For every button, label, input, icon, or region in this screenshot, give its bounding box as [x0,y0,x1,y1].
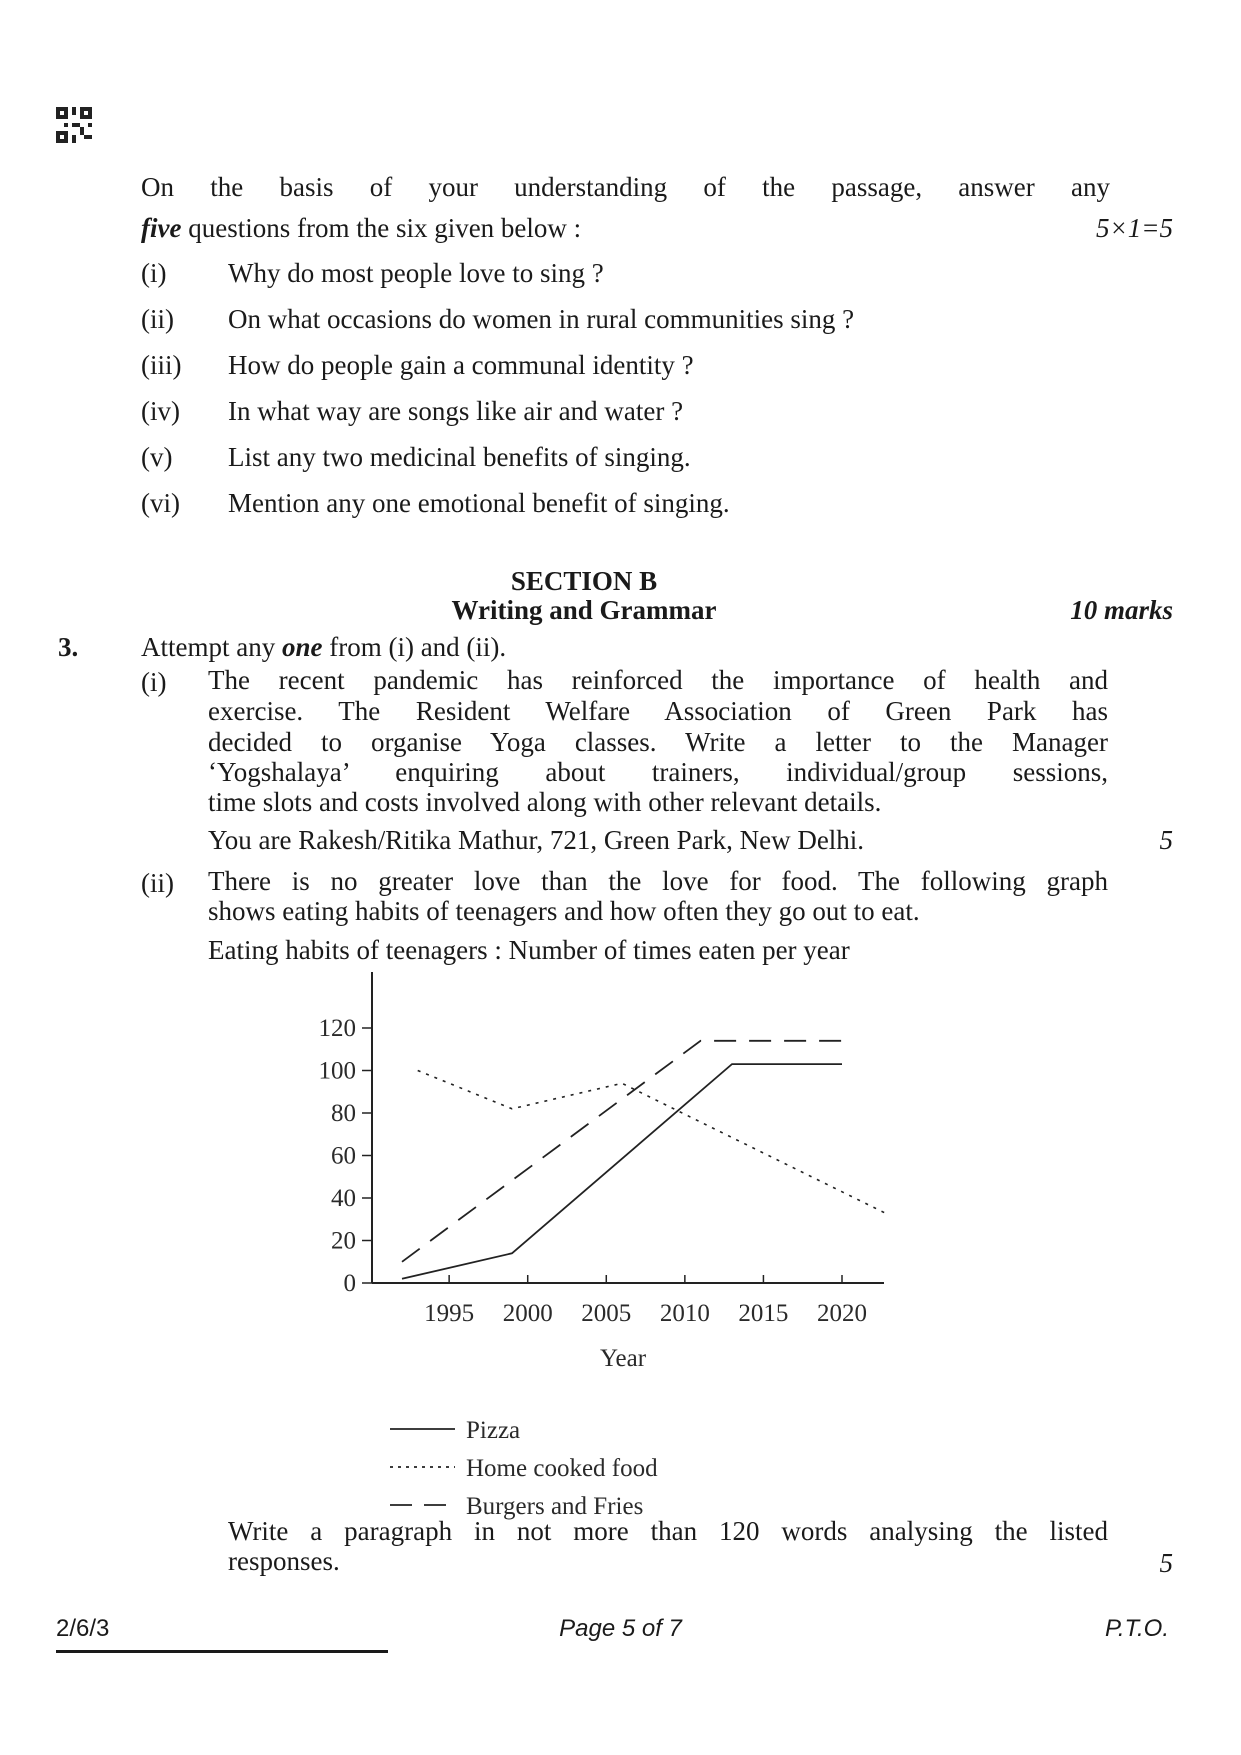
instruction-line-1: Write a paragraph in not more than 120 words analysing the listed [228,1516,1108,1546]
section-marks: 10 marks [1070,595,1173,625]
paper-code-underline [56,1650,388,1653]
question-number: (i) [141,258,167,288]
x-tick-label: 2015 [738,1300,789,1327]
option-1-number: (i) [141,667,167,697]
option-1-line-4: ‘Yogshalaya’ enquiring about trainers, individual/group sessions, [208,757,1108,787]
pto-label: P.T.O. [1104,1615,1169,1642]
prompt-emphasis: one [281,632,323,662]
question-number: (ii) [141,304,174,334]
legend-label: Home cooked food [466,1455,658,1482]
instruction-line-2: responses. [228,1546,340,1576]
x-tick-label: 2005 [581,1300,632,1327]
intro-emphasis: five [141,213,182,243]
intro-line-1: On the basis of your understanding of the passage, answer any [141,172,1110,202]
legend-label: Pizza [466,1417,521,1444]
chart-caption: Eating habits of teenagers : Number of times eaten per year [208,935,850,965]
paper-code: 2/6/3 [56,1615,110,1642]
question-3-number: 3. [58,632,79,662]
question-text: In what way are songs like air and water ? [228,396,684,426]
option-1-marks: 5 [1159,825,1173,855]
series-line-pizza [402,1064,842,1279]
y-tick-label: 20 [331,1227,356,1255]
prompt-pre: Attempt any [141,632,282,662]
y-tick-label: 120 [318,1015,356,1042]
option-1-line-1: The recent pandemic has reinforced the importance of health and [208,665,1108,695]
y-tick-label: 100 [318,1057,356,1085]
option-2-line-1: There is no greater love than the love for food. The following graph [208,866,1108,896]
y-tick-label: 0 [343,1270,356,1297]
y-tick-label: 40 [331,1185,356,1212]
option-1-line-2: exercise. The Resident Welfare Association of Green Park has [208,696,1108,726]
prompt-post: from (i) and (ii). [322,632,507,662]
x-tick-label: 2020 [817,1300,867,1327]
y-tick-label: 80 [331,1100,356,1127]
option-1-line-3: decided to organise Yoga classes. Write a letter to the Manager [208,727,1108,757]
page-number: Page 5 of 7 [559,1615,682,1642]
series-line-home-cooked-food [418,1071,889,1216]
question-number: (vi) [141,488,180,518]
question-number: (iii) [141,350,182,380]
section-title: SECTION B [510,566,658,596]
question-text: On what occasions do women in rural communities sing ? [228,304,855,334]
y-tick-label: 60 [331,1142,356,1170]
question-text: How do people gain a communal identity ? [228,350,694,380]
option-2-line-2: shows eating habits of teenagers and how often they go out to eat. [208,896,920,926]
option-2-number: (ii) [141,868,174,898]
option-2-marks: 5 [1159,1548,1173,1578]
question-number: (iv) [141,396,180,426]
legend-label: Burgers and Fries [466,1493,644,1520]
section-subtitle: Writing and Grammar [451,595,717,625]
x-tick-label: 2000 [502,1300,553,1327]
x-tick-label: 1995 [424,1300,475,1327]
question-number: (v) [141,442,173,472]
option-1-address: You are Rakesh/Ritika Mathur, 721, Green Park, New Delhi. [208,825,865,855]
series-line-burgers-and-fries [402,1041,842,1262]
option-1-line-5: time slots and costs involved along with other relevant details. [208,787,882,817]
x-tick-label: 2010 [659,1300,710,1327]
intro-line-2-rest: questions from the six given below : [181,213,582,243]
question-text: Mention any one emotional benefit of singing. [228,488,730,518]
x-axis-label: Year [599,1345,647,1372]
question-text: List any two medicinal benefits of singing. [228,442,691,472]
intro-marks: 5×1=5 [1096,213,1173,243]
question-text: Why do most people love to sing ? [228,258,604,288]
